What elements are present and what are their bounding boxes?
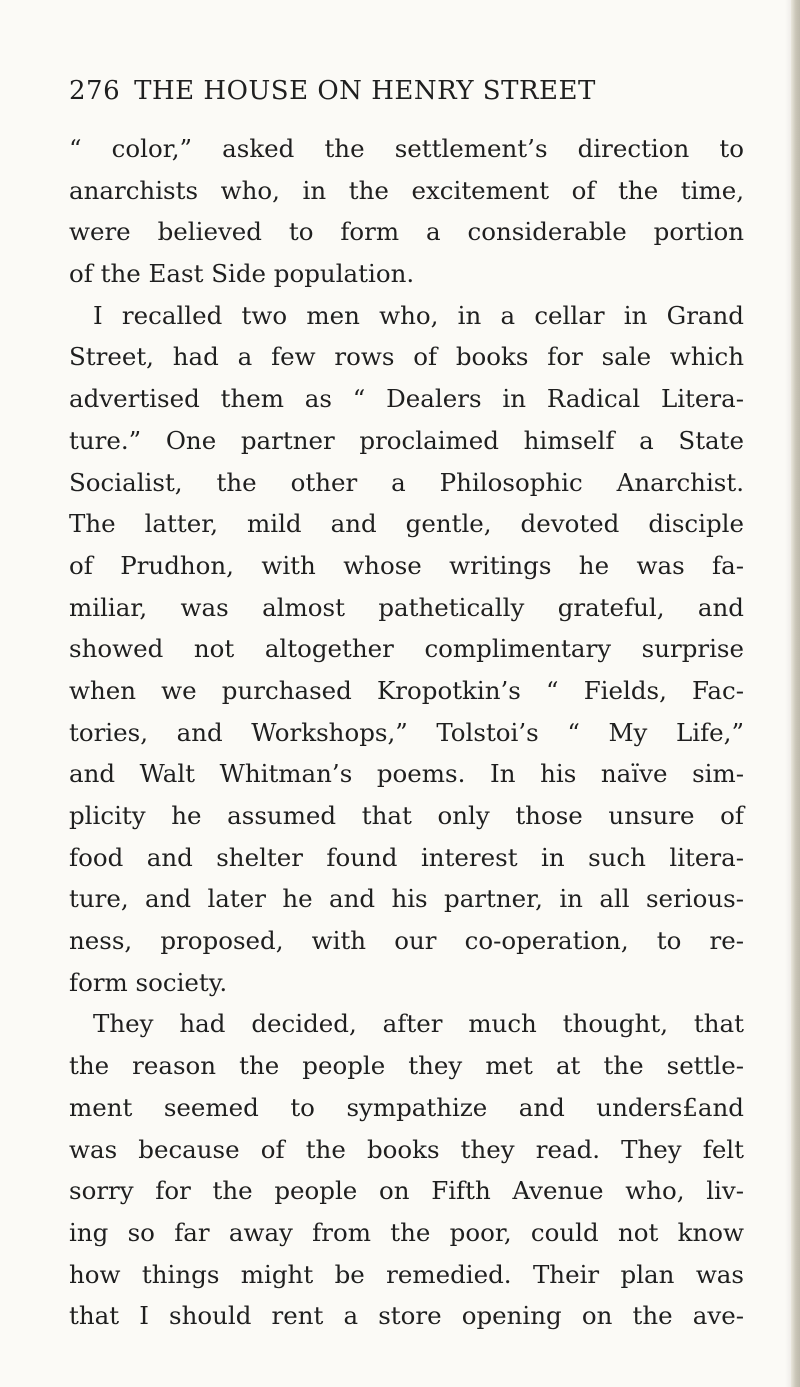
text-line: miliar, was almost pathetically grateful, and: [69, 592, 744, 622]
text-line: ment seemed to sympathize and unders£and: [69, 1092, 744, 1122]
text-line: They had decided, after much thought, that: [93, 1009, 744, 1039]
body-text: [69, 128, 744, 1337]
text-line: Street, had a few rows of books for sale which: [69, 342, 744, 372]
text-line: was because of the books they read. They felt: [69, 1134, 744, 1164]
text-line: plicity he assumed that only those unsure of: [69, 801, 744, 830]
text-line: Socialist, the other a Philosophic Anarchist.: [69, 467, 744, 497]
text-line: food and shelter found interest in such litera-: [69, 842, 744, 872]
text-line: that I should rent a store opening on the ave-: [69, 1301, 744, 1331]
text-line: and Walt Whitman’s poems. In his naïve sim-: [69, 759, 744, 789]
text-line: showed not altogether complimentary surprise: [69, 634, 744, 664]
text-line: ness, proposed, with our co-operation, to re-: [69, 926, 744, 956]
text-line: of Prudhon, with whose writings he was fa-: [69, 550, 744, 580]
page-edge: [791, 0, 800, 1387]
text-line: the reason the people they met at the settle-: [69, 1051, 744, 1081]
text-line: I recalled two men who, in a cellar in Grand: [93, 300, 744, 330]
running-header: [69, 76, 596, 106]
text-line: sorry for the people on Fifth Avenue who, liv-: [69, 1176, 744, 1206]
text-line: ture.” One partner proclaimed himself a State: [69, 425, 744, 455]
text-line: ture, and later he and his partner, in all serious-: [69, 884, 744, 914]
text-line: how things might be remedied. Their plan was: [69, 1259, 744, 1289]
running-title: THE HOUSE ON HENRY STREET: [134, 76, 596, 106]
text-line: were believed to form a considerable portion: [69, 217, 744, 247]
text-line: of the East Side population.: [69, 259, 415, 289]
text-line: anarchists who, in the excitement of the time,: [69, 175, 744, 205]
text-line: tories, and Workshops,” Tolstoi’s “ My Life,”: [69, 717, 744, 747]
text-line: when we purchased Kropotkin’s “ Fields, Fac-: [69, 675, 744, 705]
text-line: form society.: [69, 967, 228, 997]
text-line: The latter, mild and gentle, devoted disciple: [69, 509, 744, 539]
text-line: “ color,” asked the settlement’s direction to: [69, 134, 744, 163]
page-number: 276: [69, 76, 121, 106]
text-line: advertised them as “ Dealers in Radical Litera-: [69, 384, 744, 414]
text-line: ing so far away from the poor, could not know: [69, 1217, 744, 1247]
